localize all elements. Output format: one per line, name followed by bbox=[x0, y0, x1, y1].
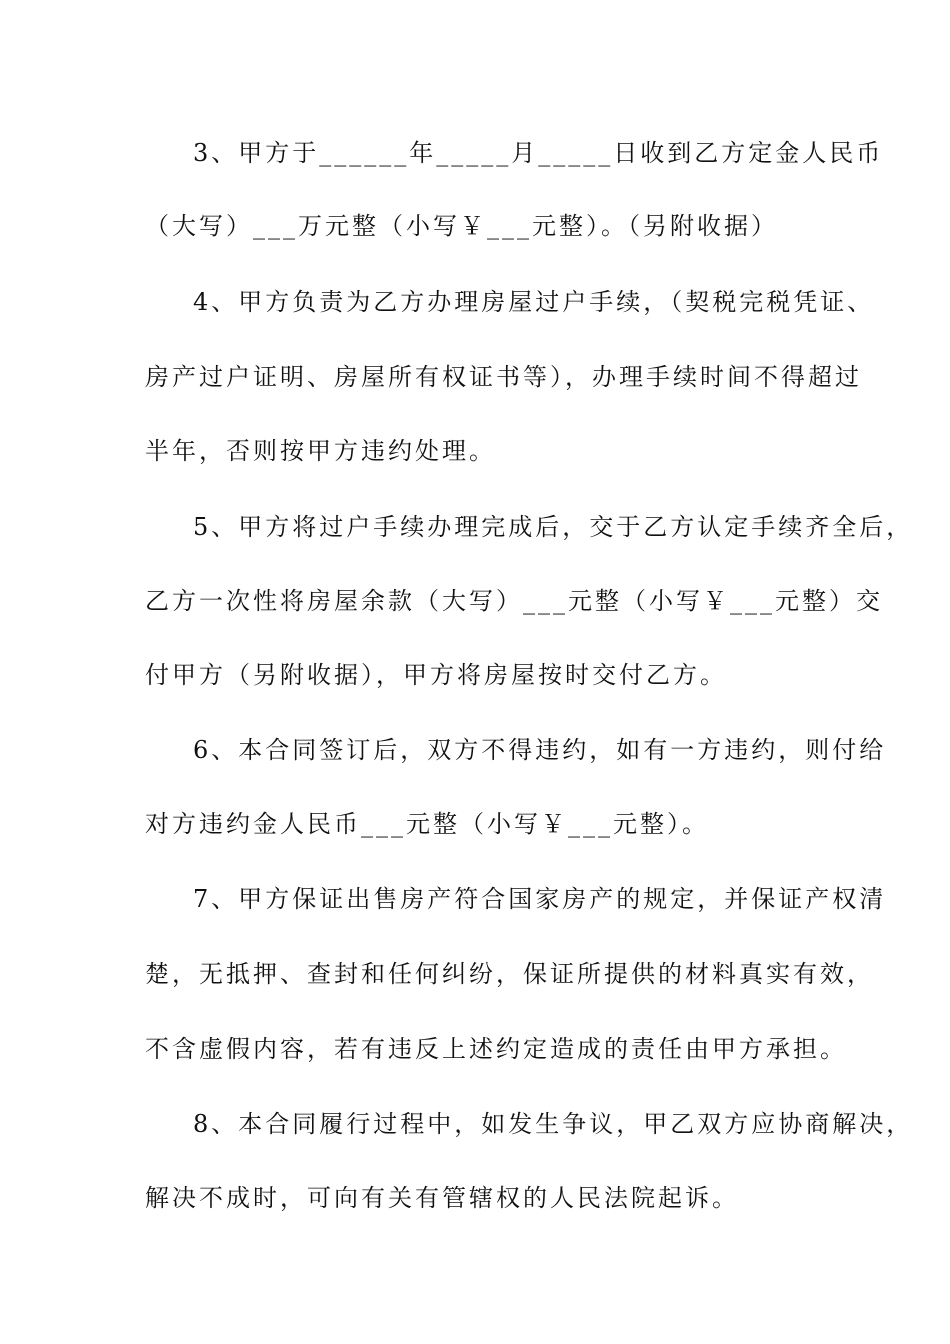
clause-4-line-3: 半年，否则按甲方违约处理。 bbox=[145, 437, 496, 465]
clause-5-line-1: 5、甲方将过户手续办理完成后，交于乙方认定手续齐全后， bbox=[193, 513, 914, 541]
clause-6-line-1: 6、本合同签订后，双方不得违约，如有一方违约，则付给 bbox=[193, 736, 887, 764]
clause-5-line-3: 付甲方（另附收据），甲方将房屋按时交付乙方。 bbox=[145, 661, 727, 689]
clause-7-line-3: 不含虚假内容，若有违反上述约定造成的责任由甲方承担。 bbox=[145, 1035, 847, 1063]
clause-5-line-2: 乙方一次性将房屋余款（大写）___元整（小写￥___元整）交 bbox=[145, 587, 883, 615]
clause-3-line-1: 3、甲方于______年_____月_____日收到乙方定金人民币 bbox=[193, 139, 884, 167]
clause-7-line-1: 7、甲方保证出售房产符合国家房产的规定，并保证产权清 bbox=[193, 885, 887, 913]
clause-6-line-2: 对方违约金人民币___元整（小写￥___元整）。 bbox=[145, 810, 709, 838]
clause-3-line-2: （大写）___万元整（小写￥___元整）。（另附收据） bbox=[145, 212, 778, 240]
clause-8-line-2: 解决不成时，可向有关有管辖权的人民法院起诉。 bbox=[145, 1184, 739, 1212]
clause-4-line-1: 4、甲方负责为乙方办理房屋过户手续，（契税完税凭证、 bbox=[193, 288, 875, 316]
clause-7-line-2: 楚，无抵押、查封和任何纠纷，保证所提供的材料真实有效， bbox=[145, 960, 874, 988]
clause-8-line-1: 8、本合同履行过程中，如发生争议，甲乙双方应协商解决， bbox=[193, 1110, 914, 1138]
clause-4-line-2: 房产过户证明、房屋所有权证书等），办理手续时间不得超过 bbox=[145, 363, 862, 391]
